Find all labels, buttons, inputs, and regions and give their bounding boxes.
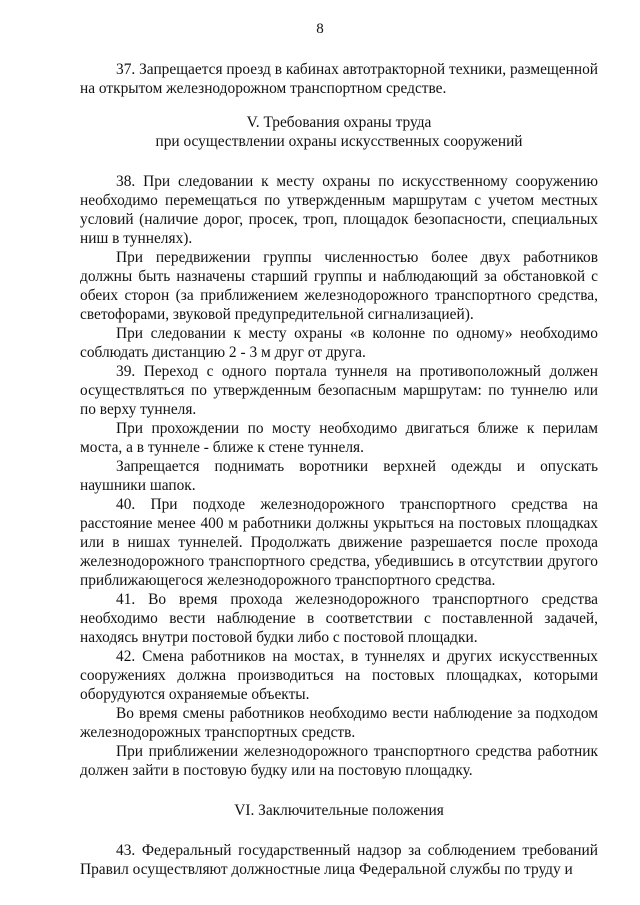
section-v-title-line1: V. Требования охраны труда — [246, 114, 432, 131]
paragraph-39: 39. Переход с одного портала туннеля на противоположный должен осуществляться по утвержденным безопасным маршрутам: по туннелю или по верху туннеля. — [80, 363, 598, 418]
paragraph-43: 43. Федеральный государственный надзор за соблюдением требований Правил осуществляют должностные лица Федеральной службы по труду и — [80, 842, 598, 878]
paragraph-39-collars: Запрещается поднимать воротники верхней одежды и опускать наушники шапок. — [80, 458, 598, 494]
paragraph-41: 41. Во время прохода железнодорожного транспортного средства необходимо вести наблюдение в соответствии с поставленной задачей, находясь внутри постовой будки либо с постовой площадки. — [80, 591, 598, 646]
paragraph-39-bridge: При прохождении по мосту необходимо двигаться ближе к перилам моста, а в туннеле - ближе к стене туннеля. — [80, 420, 598, 456]
spacer — [80, 820, 598, 841]
spacer — [80, 780, 598, 801]
page-content — [80, 60, 598, 879]
section-v-title-line2: при осуществлении охраны искусственных сооружений — [155, 133, 523, 150]
paragraph-38-column: При следовании к месту охраны «в колонне по одному» необходимо соблюдать дистанцию 2 - 3 м друг от друга. — [80, 325, 598, 361]
page-number: 8 — [316, 21, 324, 37]
paragraph-40: 40. При подходе железнодорожного транспортного средства на расстояние менее 400 м работники должны укрыться на постовых площадках или в нишах туннелей. Продолжать движение разрешается после прохода железнодорожного транспортного средства, убедившись в отсутствии другого приближающегося железнодорожного транспортного средства. — [80, 496, 598, 589]
section-vi-title: VI. Заключительные положения — [234, 802, 444, 819]
paragraph-37: 37. Запрещается проезд в кабинах автотракторной техники, размещенной на открытом железнодорожном транспортном средстве. — [80, 61, 598, 97]
paragraph-38-group: При передвижении группы численностью более двух работников должны быть назначены старший группы и наблюдающий за обстановкой с обеих сторон (за приближением железнодорожного транспортного средства, светофорами, звуковой предупредительной сигнализацией). — [80, 249, 598, 323]
spacer — [80, 151, 598, 172]
paragraph-42: 42. Смена работников на мостах, в туннелях и других искусственных сооружениях должна производиться на постовых площадках, которыми оборудуются охраняемые объекты. — [80, 648, 598, 703]
paragraph-42-observe: Во время смены работников необходимо вести наблюдение за подходом железнодорожных транспортных средств. — [80, 705, 598, 741]
paragraph-38: 38. При следовании к месту охраны по искусственному сооружению необходимо перемещаться по утвержденным маршрутам с учетом местных условий (наличие дорог, просек, троп, площадок безопасности, специальных ниш в туннелях). — [80, 173, 598, 247]
paragraph-42-approach: При приближении железнодорожного транспортного средства работник должен зайти в постовую будку или на постовую площадку. — [80, 743, 598, 779]
spacer — [80, 98, 598, 113]
